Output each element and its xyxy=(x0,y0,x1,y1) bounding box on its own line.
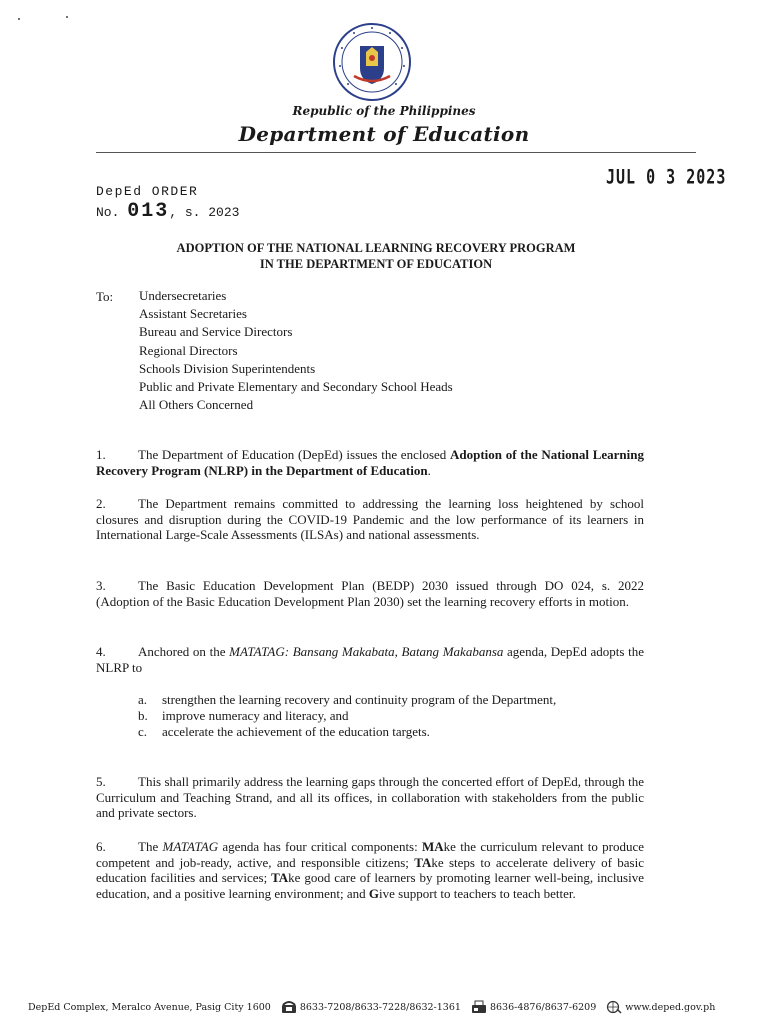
paragraph-italic-text: MATATAG: Bansang Makabata, Batang Makabansa xyxy=(229,644,504,659)
paragraph-text: The Department of Education (DepEd) issues the enclosed xyxy=(138,447,450,462)
list-item-text: accelerate the achievement of the education targets. xyxy=(162,724,430,739)
paragraph-4 xyxy=(96,644,644,675)
nlrp-objectives-list xyxy=(138,692,618,740)
paragraph-number: 3. xyxy=(96,578,106,593)
paragraph-number: 5. xyxy=(96,774,106,789)
list-letter: c. xyxy=(138,724,148,739)
telephone-icon xyxy=(281,1000,297,1014)
paragraph-text: ke steps to accelerate delivery of basic education facilities and services; xyxy=(96,854,644,885)
addressee-item: Public and Private Elementary and Secondary School Heads xyxy=(139,379,453,395)
list-item xyxy=(138,692,618,708)
paragraph-bold-text: G xyxy=(368,885,380,901)
paragraph-number: 1. xyxy=(96,447,106,462)
paragraph-2 xyxy=(96,496,644,543)
fax-icon xyxy=(471,1000,487,1014)
order-no-prefix: No. xyxy=(96,205,128,220)
footer-website-text: www.deped.gov.ph xyxy=(625,1001,716,1013)
paragraph-6 xyxy=(96,839,644,901)
footer-website xyxy=(606,1000,715,1014)
globe-icon xyxy=(606,1000,622,1014)
footer-phone xyxy=(281,1000,461,1014)
addressee-item: Bureau and Service Directors xyxy=(139,324,293,340)
paragraph-text: agenda has four critical components: xyxy=(218,839,422,854)
date-stamp: JUL 0 3 2023 xyxy=(606,165,727,189)
paragraph-bold-text: MA xyxy=(421,839,444,854)
title-line-2: IN THE DEPARTMENT OF EDUCATION xyxy=(259,257,493,271)
addressee-item: Schools Division Superintendents xyxy=(139,360,316,376)
page-footer xyxy=(28,1000,748,1014)
list-item xyxy=(138,708,618,724)
paragraph-number: 2. xyxy=(96,496,106,511)
paragraph-1 xyxy=(96,447,644,478)
order-series: , s. 2023 xyxy=(169,205,240,220)
title-line-1: ADOPTION OF THE NATIONAL LEARNING RECOVERY PROGRAM xyxy=(176,241,576,255)
addressee-item: All Others Concerned xyxy=(139,397,254,413)
paragraph-number: 6. xyxy=(96,839,106,854)
addressee-item: Undersecretaries xyxy=(139,288,227,303)
paragraph-italic-text: MATATAG xyxy=(162,839,219,854)
paragraph-5 xyxy=(96,774,644,821)
addressee-item: Assistant Secretaries xyxy=(139,306,247,322)
paragraph-text: agenda, DepEd adopts the NLRP to xyxy=(96,644,644,675)
paragraph-text: ke the curriculum relevant to produce competent and job-ready, active, and responsible citizens; xyxy=(96,839,644,870)
header-rule xyxy=(96,152,696,153)
list-letter: b. xyxy=(138,708,148,723)
paragraph-text: The Basic Education Development Plan (BEDP) 2030 issued through DO 024, s. 2022 (Adoption of the Basic Education Development Plan 2030) set the learning recovery efforts in motion. xyxy=(96,578,644,609)
paragraph-bold-text: Adoption of the National Learning Recovery Program (NLRP) in the Department of Education xyxy=(96,447,644,478)
list-item-text: improve numeracy and literacy, and xyxy=(162,708,349,723)
paragraph-text: Anchored on the xyxy=(138,644,230,659)
paragraph-text: ive support to teachers to teach better. xyxy=(379,885,576,901)
republic-heading: Republic of the Philippines xyxy=(292,104,476,118)
paragraph-bold-text: TA xyxy=(414,854,432,870)
footer-address: DepEd Complex, Meralco Avenue, Pasig City 1600 xyxy=(28,1001,271,1013)
order-number: 013 xyxy=(127,200,170,223)
order-label: DepEd ORDER xyxy=(96,184,199,199)
footer-fax-text: 8636-4876/8637-6209 xyxy=(489,1001,597,1013)
footer-fax xyxy=(471,1000,596,1014)
list-item-text: strengthen the learning recovery and continuity program of the Department, xyxy=(162,692,557,707)
paragraph-3 xyxy=(96,578,644,609)
list-item xyxy=(138,724,618,740)
paragraph-text: ke good care of learners by promoting learner well-being, inclusive education, and a positive learning environment; and xyxy=(96,870,644,901)
paragraph-text: This shall primarily address the learning gaps through the concerted effort of DepEd, through the Curriculum and Teaching Strand, and all its offices, in collaboration with stakeholders from the public and private sectors. xyxy=(96,774,644,820)
deped-seal-logo xyxy=(332,22,412,102)
scan-speck xyxy=(66,16,68,18)
paragraph-text: The Department remains committed to addressing the learning loss heightened by school closures and disruption during the COVID-19 Pandemic and the low performance of its learners in International Large-Scale Assessments (ILSAs) and national assessments. xyxy=(96,496,644,542)
paragraph-number: 4. xyxy=(96,644,106,659)
paragraph-bold-text: TA xyxy=(271,870,289,885)
paragraph-text: . xyxy=(427,462,431,478)
paragraph-text: The xyxy=(138,839,163,854)
order-number-line xyxy=(96,200,239,223)
scan-speck xyxy=(18,18,20,20)
document-title xyxy=(96,240,656,272)
addressee-item: Regional Directors xyxy=(139,342,238,358)
footer-phone-text: 8633-7208/8633-7228/8632-1361 xyxy=(299,1001,461,1013)
department-heading: Department of Education xyxy=(238,122,530,146)
list-letter: a. xyxy=(138,692,148,707)
addressee-list xyxy=(139,287,453,414)
to-label: To: xyxy=(96,289,114,304)
